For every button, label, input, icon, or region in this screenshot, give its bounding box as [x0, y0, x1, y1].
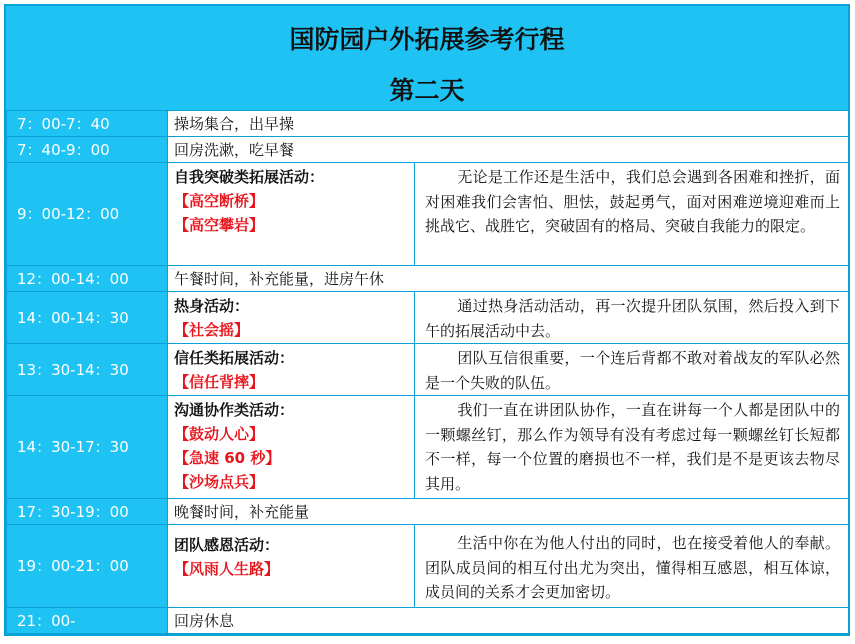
time-cell: 14：00-14：30: [7, 292, 168, 344]
activity-title: 信任类拓展活动：: [174, 349, 295, 367]
activity-description: 生活中你在为他人付出的同时，也在接受着他人的奉献。团队成员间的相互付出尤为突出，懂得相互感恩，相互体谅，成员间的关系才会更加密切。: [425, 534, 841, 601]
time-cell: 7：40-9：00: [7, 137, 168, 163]
time-cell: 17：30-19：00: [7, 499, 168, 525]
schedule-row: [7, 111, 849, 137]
description-cell: [415, 344, 849, 396]
schedule-table: [6, 110, 849, 634]
activity-cell: [168, 344, 415, 396]
activity-cell: 回房休息: [168, 608, 849, 634]
time-cell: 21：00-: [7, 608, 168, 634]
schedule-row: [7, 525, 849, 608]
itinerary-sheet: [4, 4, 850, 636]
schedule-row: [7, 163, 849, 266]
description-cell: [415, 292, 849, 344]
activity-cell: 晚餐时间，补充能量: [168, 499, 849, 525]
page-title: 国防园户外拓展参考行程: [289, 25, 565, 54]
activity-item: 【社会摇】: [174, 321, 250, 339]
activity-title: 热身活动：: [174, 297, 250, 315]
activity-item: 【风雨人生路】: [174, 560, 280, 578]
activity-description: 团队互信很重要，一个连后背都不敢对着战友的军队必然是一个失败的队伍。: [425, 349, 841, 392]
description-cell: [415, 525, 849, 608]
schedule-row: [7, 344, 849, 396]
schedule-row: [7, 292, 849, 344]
activity-item: 【高空断桥】: [174, 192, 265, 210]
time-cell: 7：00-7：40: [7, 111, 168, 137]
activity-description: 无论是工作还是生活中，我们总会遇到各困难和挫折，面对困难我们会害怕、胆怯，鼓起勇气，面对困难逆境迎难而上挑战它、战胜它，突破固有的格局、突破自我能力的限定。: [425, 168, 841, 235]
itinerary-header: [6, 6, 848, 110]
time-cell: 14：30-17：30: [7, 396, 168, 499]
day-subtitle: 第二天: [389, 76, 465, 105]
activity-cell: [168, 163, 415, 266]
activity-cell: 午餐时间，补充能量，进房午休: [168, 266, 849, 292]
schedule-row: [7, 137, 849, 163]
schedule-row: [7, 396, 849, 499]
activity-description: 通过热身活动活动，再一次提升团队氛围，然后投入到下午的拓展活动中去。: [425, 297, 841, 340]
activity-title: 沟通协作类活动：: [174, 401, 295, 419]
time-cell: 19：00-21：00: [7, 525, 168, 608]
time-cell: 13：30-14：30: [7, 344, 168, 396]
activity-cell: 回房洗漱，吃早餐: [168, 137, 849, 163]
schedule-row: [7, 499, 849, 525]
schedule-row: [7, 266, 849, 292]
activity-item: 【信任背摔】: [174, 373, 265, 391]
activity-cell: [168, 396, 415, 499]
time-cell: 9：00-12：00: [7, 163, 168, 266]
activity-item: 【沙场点兵】: [174, 473, 265, 491]
description-cell: [415, 396, 849, 499]
description-cell: [415, 163, 849, 266]
time-cell: 12：00-14：00: [7, 266, 168, 292]
activity-title: 自我突破类拓展活动：: [174, 168, 325, 186]
activity-cell: 操场集合，出早操: [168, 111, 849, 137]
activity-description: 我们一直在讲团队协作，一直在讲每一个人都是团队中的一颗螺丝钉，那么作为领导有没有考虑过每一颗螺丝钉长短都不一样，每一个位置的磨损也不一样，我们是不是更该去物尽其用。: [425, 401, 841, 493]
activity-cell: [168, 292, 415, 344]
activity-item: 【鼓动人心】: [174, 425, 265, 443]
schedule-row: [7, 608, 849, 634]
activity-item: 【急速 60 秒】: [174, 449, 281, 467]
activity-title: 团队感恩活动：: [174, 536, 280, 554]
activity-cell: [168, 525, 415, 608]
activity-item: 【高空攀岩】: [174, 216, 265, 234]
